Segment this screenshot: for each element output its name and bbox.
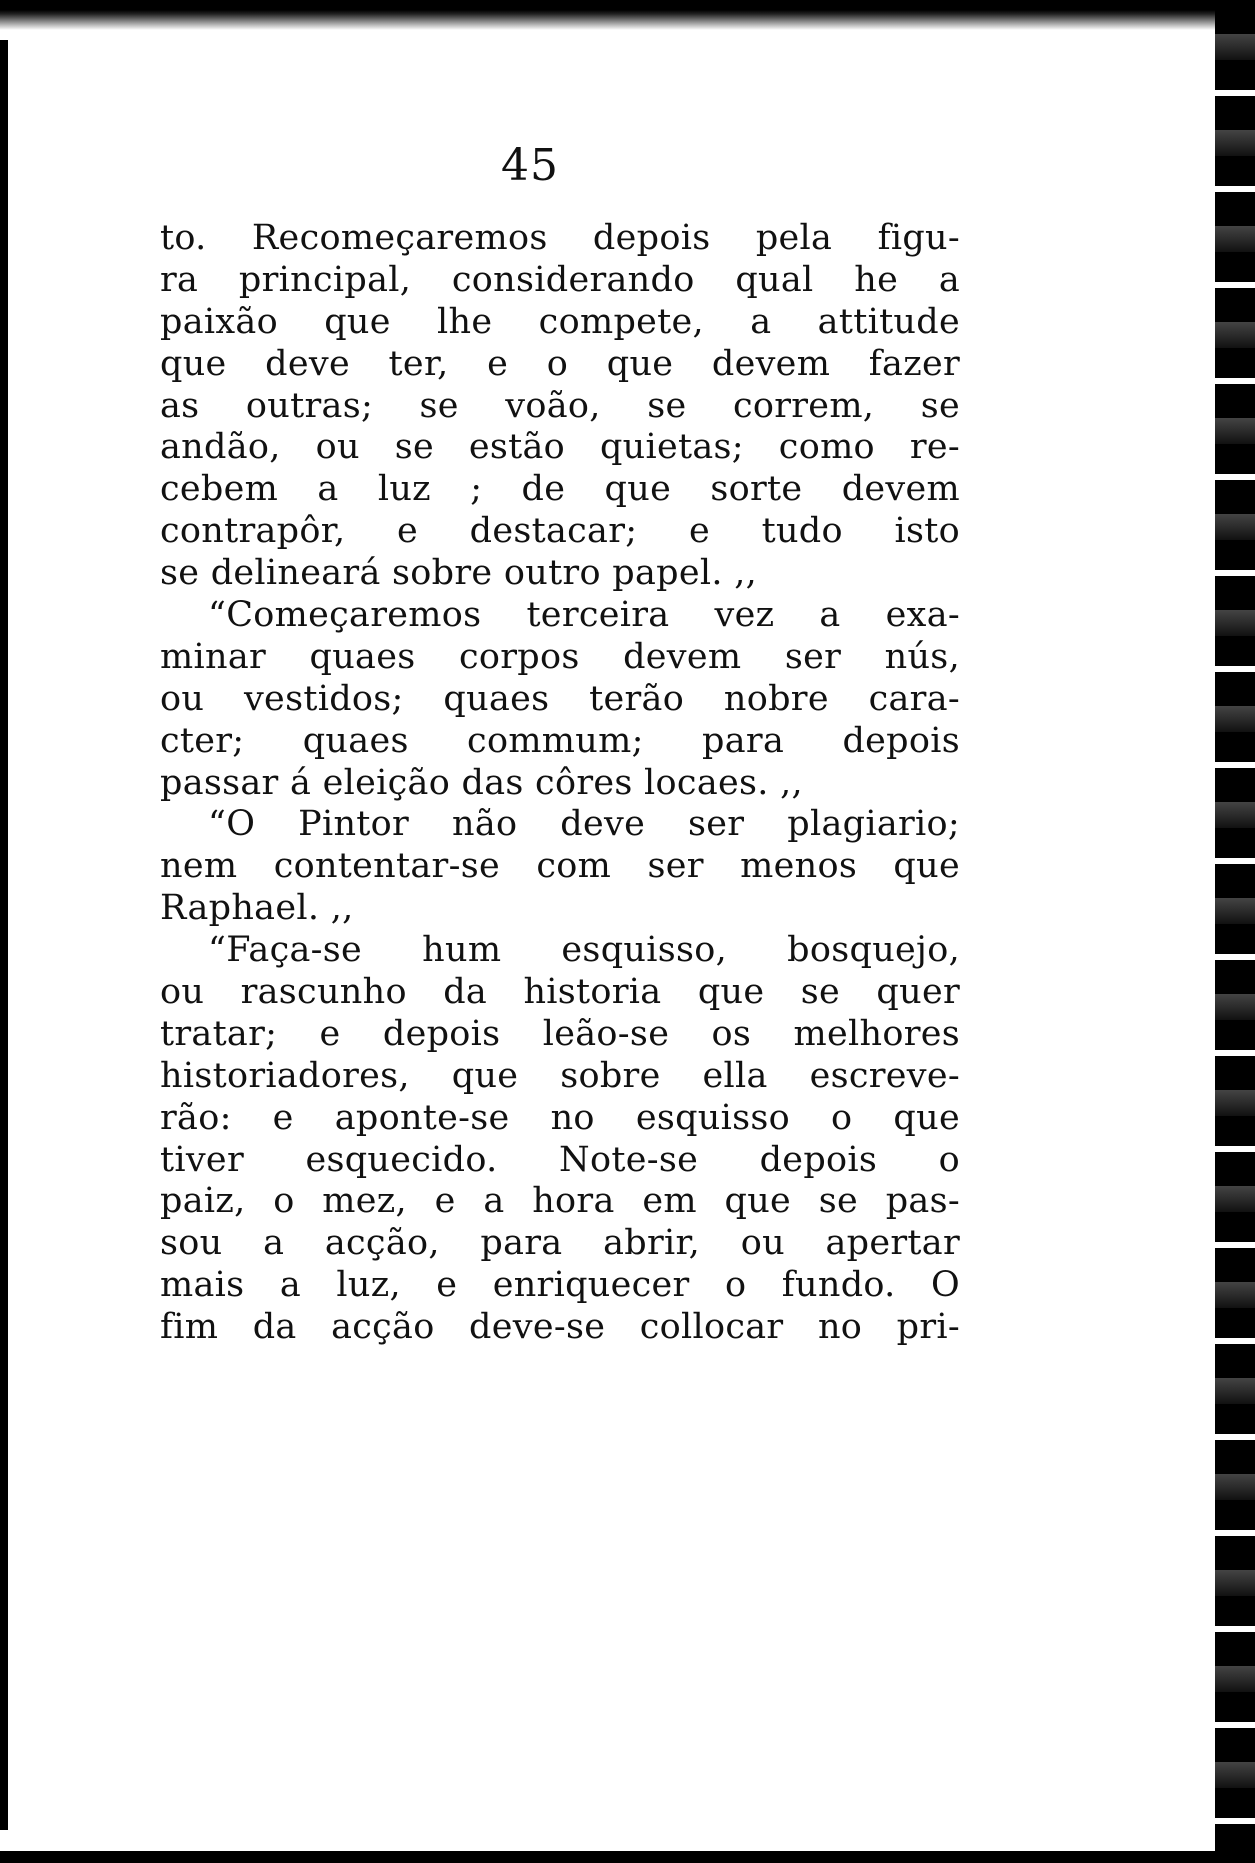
text-line: cter; quaes commum; para depois [160,720,960,761]
page-number: 45 [501,140,559,191]
text-line: ra principal, considerando qual he a [160,259,960,300]
text-line: mais a luz, e enriquecer o fundo. O [160,1265,960,1306]
text-line: “Começaremos terceira vez a exa- [208,595,960,636]
text-line: rão: e aponte-se no esquisso o que [160,1097,960,1138]
scan-border-left [0,40,8,1830]
scan-border-top [0,0,1255,30]
text-line: sou a acção, para abrir, ou apertar [160,1223,960,1264]
text-line: ou vestidos; quaes terão nobre cara- [160,678,960,719]
text-line: se delineará sobre outro papel. ,, [160,553,758,594]
text-line: paiz, o mez, e a hora em que se pas- [160,1181,960,1222]
text-line: andão, ou se estão quietas; como re- [160,427,960,468]
text-line: passar á eleição das côres locaes. ,, [160,762,803,803]
text-line: “Faça-se hum esquisso, bosquejo, [208,930,960,971]
text-line: “O Pintor não deve ser plagiario; [208,804,960,845]
text-line: ou rascunho da historia que se quer [160,972,960,1013]
text-line: historiadores, que sobre ella escreve- [160,1055,960,1096]
text-line: cebem a luz ; de que sorte devem [160,469,960,510]
text-line: contrapôr, e destacar; e tudo isto [160,511,960,552]
text-line: as outras; se voão, se correm, se [160,385,960,426]
text-line: Raphael. ,, [160,888,354,929]
text-line: paixão que lhe compete, a attitude [160,301,960,342]
scan-border-right [1215,0,1255,1863]
text-line: nem contentar-se com ser menos que [160,846,960,887]
text-line: tiver esquecido. Note-se depois o [160,1139,960,1180]
text-line: fim da acção deve-se collocar no pri- [160,1307,960,1348]
body-text [160,218,960,1349]
text-line: to. Recomeçaremos depois pela figu- [160,218,960,258]
text-line: minar quaes corpos devem ser nús, [160,636,960,677]
scan-border-bottom [0,1851,1255,1863]
text-line: que deve ter, e o que devem fazer [160,343,960,384]
text-line: tratar; e depois leão-se os melhores [160,1013,960,1054]
